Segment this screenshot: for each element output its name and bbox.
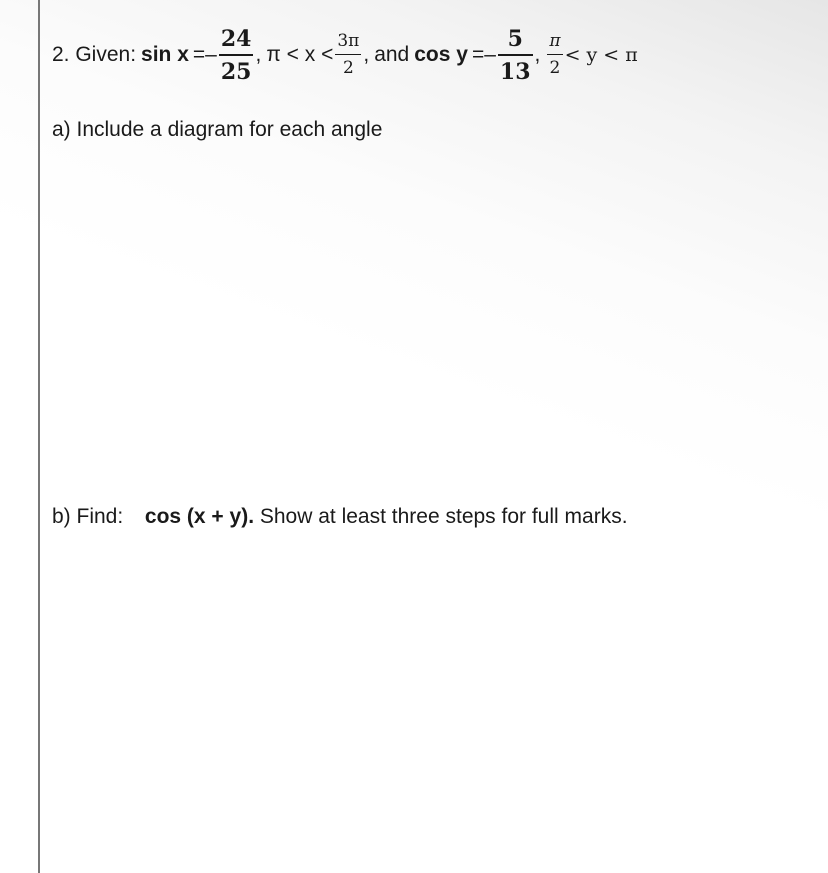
fraction-5-13 <box>498 25 533 85</box>
fraction-denominator: 2 <box>342 58 354 79</box>
fraction-numerator: π <box>549 30 561 51</box>
part-a-instruction: a) Include a diagram for each angle <box>52 118 383 141</box>
margin-line <box>38 0 40 873</box>
x-range: π < x < <box>266 43 334 66</box>
cos-y-term: cos y <box>414 43 468 66</box>
fraction-numerator: 3π <box>337 30 360 51</box>
part-b-directions: Show at least three steps for full marks. <box>259 505 628 528</box>
part-b-label: b) Find: <box>52 505 124 528</box>
fraction-bar <box>219 54 254 56</box>
fraction-bar <box>547 54 562 56</box>
equals-minus-2: =– <box>471 43 496 66</box>
fraction-pi-2 <box>547 30 562 79</box>
fraction-denominator: 25 <box>220 58 252 85</box>
fraction-bar <box>498 54 533 56</box>
fraction-denominator: 13 <box>499 58 531 85</box>
y-range: < y < π <box>564 44 638 66</box>
cos-x-plus-y-expression: cos (x + y). <box>144 505 255 528</box>
fraction-denominator: 2 <box>549 58 561 79</box>
and-word: and <box>374 43 410 66</box>
sin-x-term: sin x <box>141 43 189 66</box>
question-number: 2. Given: <box>52 43 137 66</box>
fraction-bar <box>335 54 361 56</box>
fraction-numerator: 24 <box>220 25 252 52</box>
equals-minus-1: =– <box>192 43 217 66</box>
comma-2: , <box>363 43 370 66</box>
fraction-numerator: 5 <box>507 25 523 52</box>
question-2-statement <box>52 20 638 90</box>
fraction-3pi-2 <box>335 30 361 79</box>
comma-3: , <box>534 43 541 66</box>
comma-1: , <box>255 43 262 66</box>
fraction-24-25 <box>219 25 254 85</box>
part-b-instruction <box>52 505 628 529</box>
